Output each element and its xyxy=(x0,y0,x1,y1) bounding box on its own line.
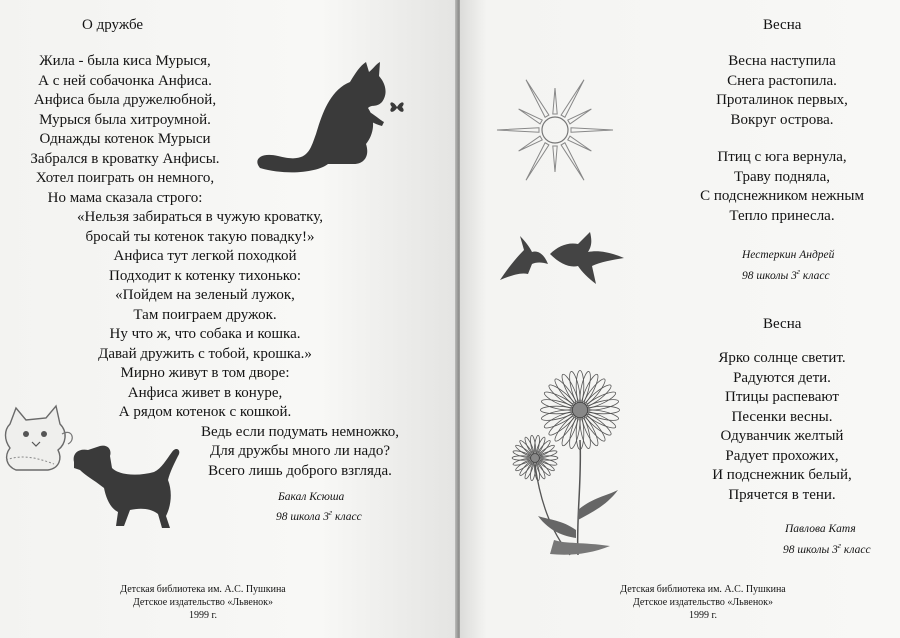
poem-title-friendship: О дружбе xyxy=(82,17,144,33)
poem-line: «Пойдем на зеленый лужок, xyxy=(115,287,295,303)
poem-line: А с ней собачонка Анфиса. xyxy=(38,72,212,89)
author-school-spring-1: 98 школы $3^г$ класс xyxy=(742,267,830,282)
poem-line: Давай дружить с тобой, крошка.» xyxy=(98,345,312,362)
poem-title-spring-2: Весна xyxy=(763,316,802,332)
footer-right: Детская библиотека им. А.С. Пушкина Детское издательство «Львенок» 1999 г. xyxy=(620,584,786,621)
poem-line: Анфиса была дружелюбной, xyxy=(33,92,217,108)
poem-line: Прячется в тени. xyxy=(728,486,836,503)
footer-left: Детская библиотека им. А.С. Пушкина Детское издательство «Львенок» 1999 г. xyxy=(120,584,286,621)
poem-line: бросай ты котенок такую повадку!» xyxy=(85,228,315,245)
poem-line: Ведь если подумать немножко, xyxy=(201,423,399,440)
cat-toy-doodle xyxy=(2,404,80,476)
poem-line: Одуванчик желтый xyxy=(720,428,844,444)
poem-line: И подснежник белый, xyxy=(712,467,852,483)
poem-line: Птиц с юга вернула, xyxy=(717,149,847,165)
poem-line: Однажды котенок Мурыси xyxy=(39,131,211,147)
poem-line: Подходит к котенку тихонько: xyxy=(109,267,301,284)
poem-line: Траву подняла, xyxy=(733,168,831,185)
poem-line: Вокруг острова. xyxy=(730,111,834,128)
poem-line: Жила - была киса Мурыся, xyxy=(39,53,211,69)
poem-line: Радуются дети. xyxy=(733,369,831,386)
poem-line: Забрался в кроватку Анфисы. xyxy=(30,150,220,167)
author-school-friendship: 98 школа $3^г$ класс xyxy=(276,508,362,523)
poem-line: Песенки весны. xyxy=(731,408,833,425)
poem-line: «Нельзя забираться в чужую кроватку, xyxy=(77,209,323,225)
poem-line: Там поиграем дружок. xyxy=(133,306,277,323)
poem-line: Хотел поиграть он немного, xyxy=(35,170,215,186)
right-page xyxy=(460,0,900,638)
flowers-drawing xyxy=(510,370,640,560)
poem-line: Снега растопила. xyxy=(727,72,837,89)
poem-line: Для дружбы много ли надо? xyxy=(209,443,390,459)
poem-line: Проталинок первых, xyxy=(716,92,848,108)
butterfly-icon xyxy=(388,99,406,115)
poem-line: Ну что ж, что собака и кошка. xyxy=(109,326,301,342)
author-name-spring-1: Нестеркин Андрей xyxy=(742,249,835,261)
poem-line: Анфиса живет в конуре, xyxy=(127,384,283,401)
poem-line: Но мама сказала строго: xyxy=(47,189,203,206)
poem-line: Птицы распевают xyxy=(725,389,839,405)
author-school-spring-2: 98 школы $3^г$ класс xyxy=(783,541,871,556)
poem-title-spring-1: Весна xyxy=(763,17,802,33)
poem-line: Мирно живут в том дворе: xyxy=(120,365,290,381)
poem-line: Мурыся была хитроумной. xyxy=(39,111,211,128)
poem-line: Ярко солнце светит. xyxy=(718,350,846,366)
poem-line: С подснежником нежным xyxy=(700,188,864,204)
poem-line: А рядом котенок с кошкой. xyxy=(118,404,292,420)
poem-line: Радует прохожих, xyxy=(725,447,839,464)
swallows-silhouette xyxy=(498,228,628,288)
author-name-friendship: Бакал Ксюша xyxy=(278,491,345,503)
sun-drawing xyxy=(500,60,610,190)
cat-silhouette xyxy=(248,60,413,175)
poem-line: Тепло принесла. xyxy=(729,207,835,224)
dog-silhouette xyxy=(70,442,185,532)
poem-line: Всего лишь доброго взгляда. xyxy=(208,462,392,479)
poem-line: Весна наступила xyxy=(728,53,836,69)
author-name-spring-2: Павлова Катя xyxy=(785,523,856,535)
poem-line: Анфиса тут легкой походкой xyxy=(113,248,297,264)
